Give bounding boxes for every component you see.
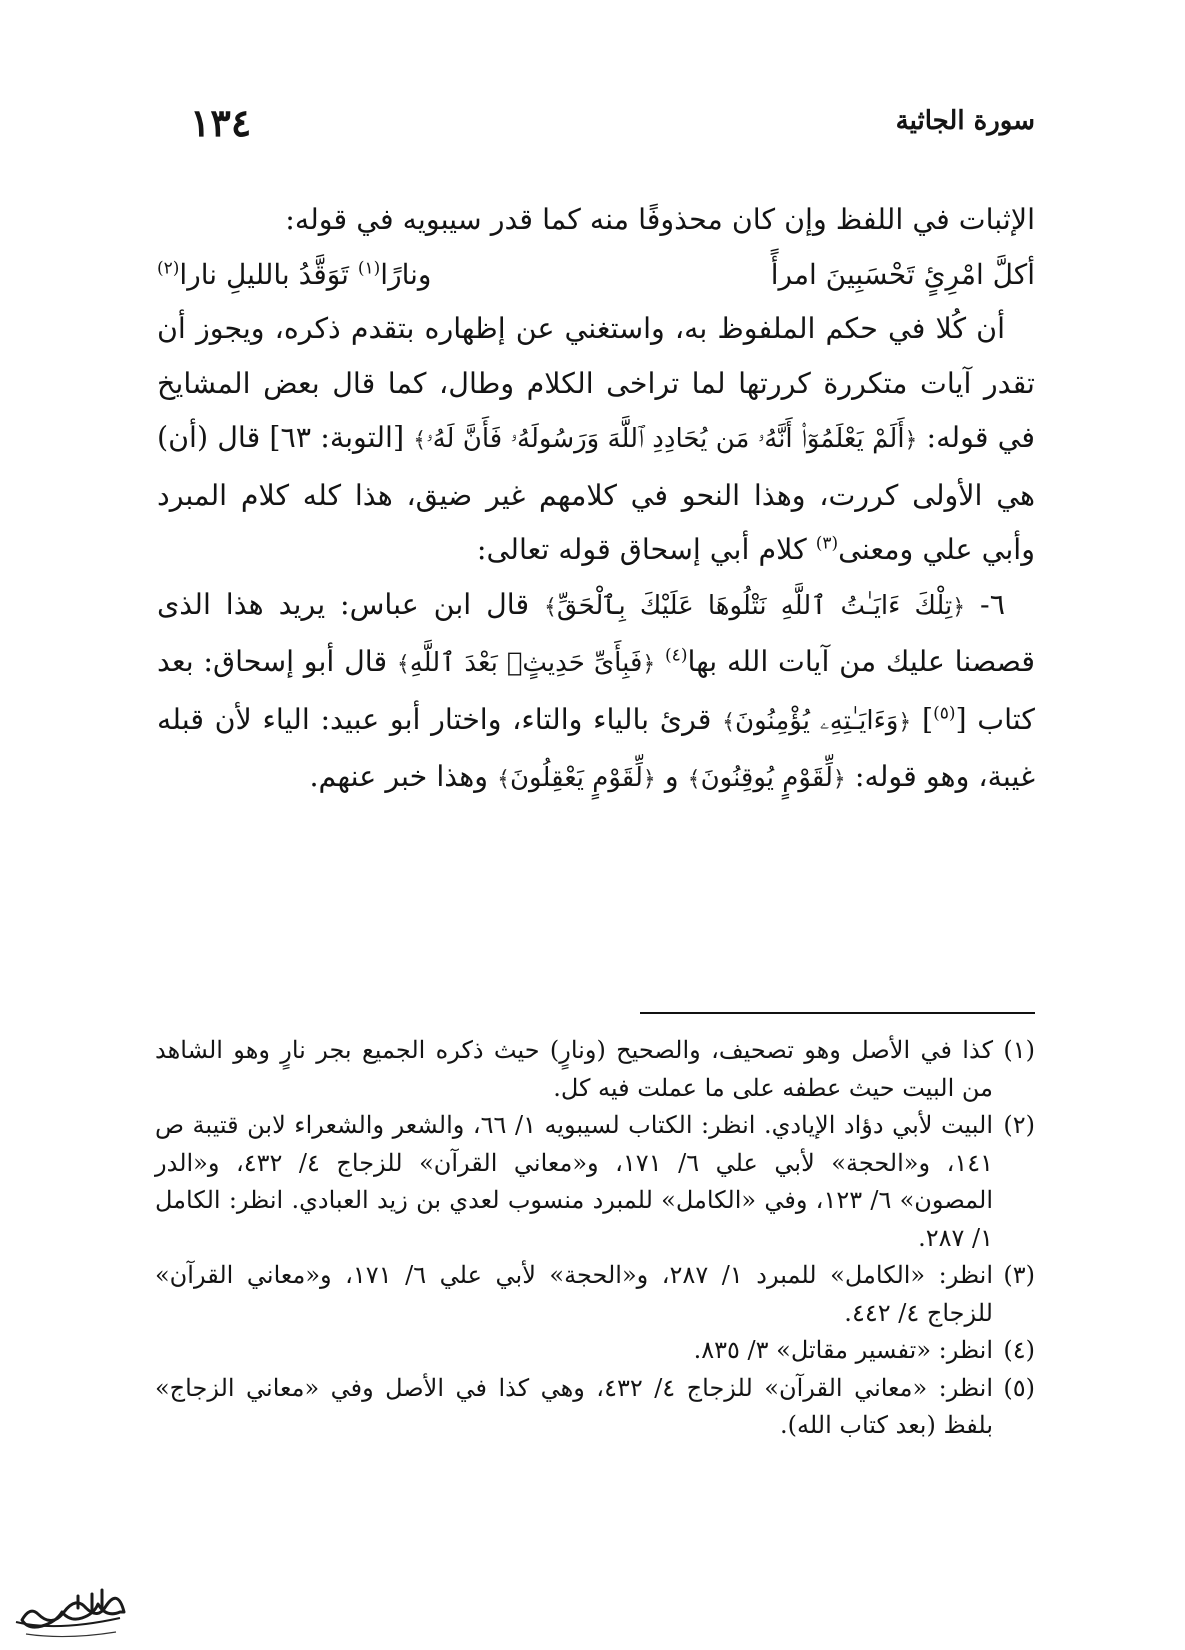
verse-word: تَوَقَّدُ بالليلِ نارا [179,257,358,291]
verse-hemistich-right: أكلَّ امْرِئٍ تَحْسَبِينَ امرأً [770,257,1035,291]
quran-bracket-open: ﴿ [898,709,912,735]
verse-hemistich-left [157,248,431,303]
quran-bracket-open: ﴿ [832,767,846,792]
quran-bracket-open: ﴿ [904,428,918,453]
footnote-text: البيت لأبي دؤاد الإيادي. انظر: الكتاب لسيبويه ١/ ٦٦، والشعر والشعراء لابن قتيبة ص ١٤١، و«الحجة» لأبي علي ٦/ ١٧١، و«معاني القرآن» للزجاج ٤/ ٤٣٢، و«الدر المصون» ٦/ ١٢٣، وفي «الكامل» للمبرد منسوب لعدي بن زيد العبادي. انظر: الكامل ١/ ٢٨٧. [155,1111,994,1252]
quran-bracket-close: ﴾ [544,594,557,620]
footnote-text: انظر: «الكامل» للمبرد ١/ ٢٨٧، و«الحجة» لأبي علي ٦/ ١٧١، و«معاني القرآن» للزجاج ٤/ ٤٤٢. [155,1261,994,1327]
footnote-text: كذا في الأصل وهو تصحيف، والصحيح (ونارٍ) حيث ذكره الجميع بجر نارٍ وهو الشاهد من البيت حيث عطفه على ما عملت فيه كل. [155,1036,993,1102]
quran-quote: فَبِأَىِّ حَدِيثٍۭ بَعْدَ ٱللَّهِ [409,648,643,678]
quran-quote: تِلْكَ ءَايَـٰتُ ٱللَّهِ نَتْلُوهَا عَلَيْكَ بِٱلْحَقِّ [556,590,953,621]
footnote-3 [155,1257,1035,1332]
footnote-number: (٢) [1003,1111,1035,1139]
quran-quote: أَلَمْ يَعْلَمُوٓا۟ أَنَّهُۥ مَن يُحَادِدِ ٱللَّهَ وَرَسُولَهُۥ فَأَنَّ لَهُۥ [426,424,905,454]
footnote-4 [155,1332,1035,1370]
quran-bracket-close: ﴾ [396,652,410,677]
publisher-logo [6,1582,136,1646]
quran-quote: لِّقَوْمٍ يُوقِنُونَ [700,763,833,793]
footnote-ref-3[interactable]: (٣) [815,533,839,554]
paragraph-text: أن كُلا في حكم الملفوظ به، واستغني عن إظهاره بتقدم ذكره، ويجوز أن تقدر آيات متكررة كررتها لما تراخى الكلام وطال، كما قال بعض المشايخ في قوله: [157,312,1035,454]
footnotes [155,1032,1035,1445]
quran-quote: لِّقَوْمٍ يَعْقِلُونَ [509,763,643,793]
paragraph-text: قال (أن) هي الأولى كررت، وهذا النحو في كلامهم غير ضيق، هذا كله كلام المبرد وأبي علي ومعنى [157,421,1035,566]
quran-bracket-open: ﴿ [952,594,966,620]
paragraph-text: قرئ بالياء والتاء، واختار أبو عبيد: الياء لأن قبله غيبة، وهو قوله: [157,702,1035,793]
footnote-2 [155,1107,1035,1257]
quran-bracket-close: ﴾ [413,428,427,453]
quran-bracket-close: ﴾ [722,709,735,735]
quran-bracket-open: ﴿ [642,767,656,792]
paragraph-2 [157,302,1035,578]
paragraph-text: وهذا خبر عنهم. [309,760,498,793]
footnote-number: (٤) [1003,1336,1035,1364]
poetry-verse [157,248,1035,303]
quran-reference: [التوبة: ٦٣] [260,421,414,454]
quran-bracket-close: ﴾ [497,767,510,792]
quran-bracket-open: ﴿ [642,652,656,677]
paragraph-text: ] [911,702,934,736]
paragraph-text: قال ابن عباس: يريد هذا الذى قصصنا عليك من آيات الله بها [157,587,1036,678]
footnote-5 [155,1370,1035,1445]
paragraph-text: و [655,760,688,793]
footnote-text: انظر: «معاني القرآن» للزجاج ٤/ ٤٣٢، وهي كذا في الأصل وفي «معاني الزجاج» بلفظ (بعد كتاب الله). [155,1373,994,1439]
footnote-number: (٣) [1003,1261,1035,1289]
paragraph-3 [157,578,1035,808]
footnote-ref-5[interactable]: (٥) [933,703,956,723]
surah-title: سورة الجاثية [895,106,1035,136]
footnote-number: (١) [1003,1036,1035,1064]
page-header [190,100,1035,160]
footnote-1 [155,1032,1035,1107]
footnote-number: (٥) [1003,1373,1035,1402]
footnote-ref-4[interactable]: (٤) [665,645,688,666]
footnote-ref-2[interactable]: (٢) [157,258,180,279]
main-text [157,193,1035,808]
paragraph-text: كلام أبي إسحاق قوله تعالى: [476,533,816,566]
quran-bracket-close: ﴾ [687,767,701,792]
verse-number: ٦- [965,587,1005,621]
footnote-divider [640,1012,1035,1014]
footnote-text: انظر: «تفسير مقاتل» ٣/ ٨٣٥. [693,1336,993,1364]
page-number: ١٣٤ [190,100,252,145]
verse-word: ونارًا [380,257,432,291]
paragraph-1: الإثبات في اللفظ وإن كان محذوفًا منه كما قدر سيبويه في قوله: [285,203,1035,236]
paragraph-text: قال أبو إسحاق: بعد كتاب [ [157,645,1035,736]
quran-quote: وَءَايَـٰتِهِۦ يُؤْمِنُونَ [735,705,899,736]
footnote-ref-1[interactable]: (١) [357,258,381,279]
